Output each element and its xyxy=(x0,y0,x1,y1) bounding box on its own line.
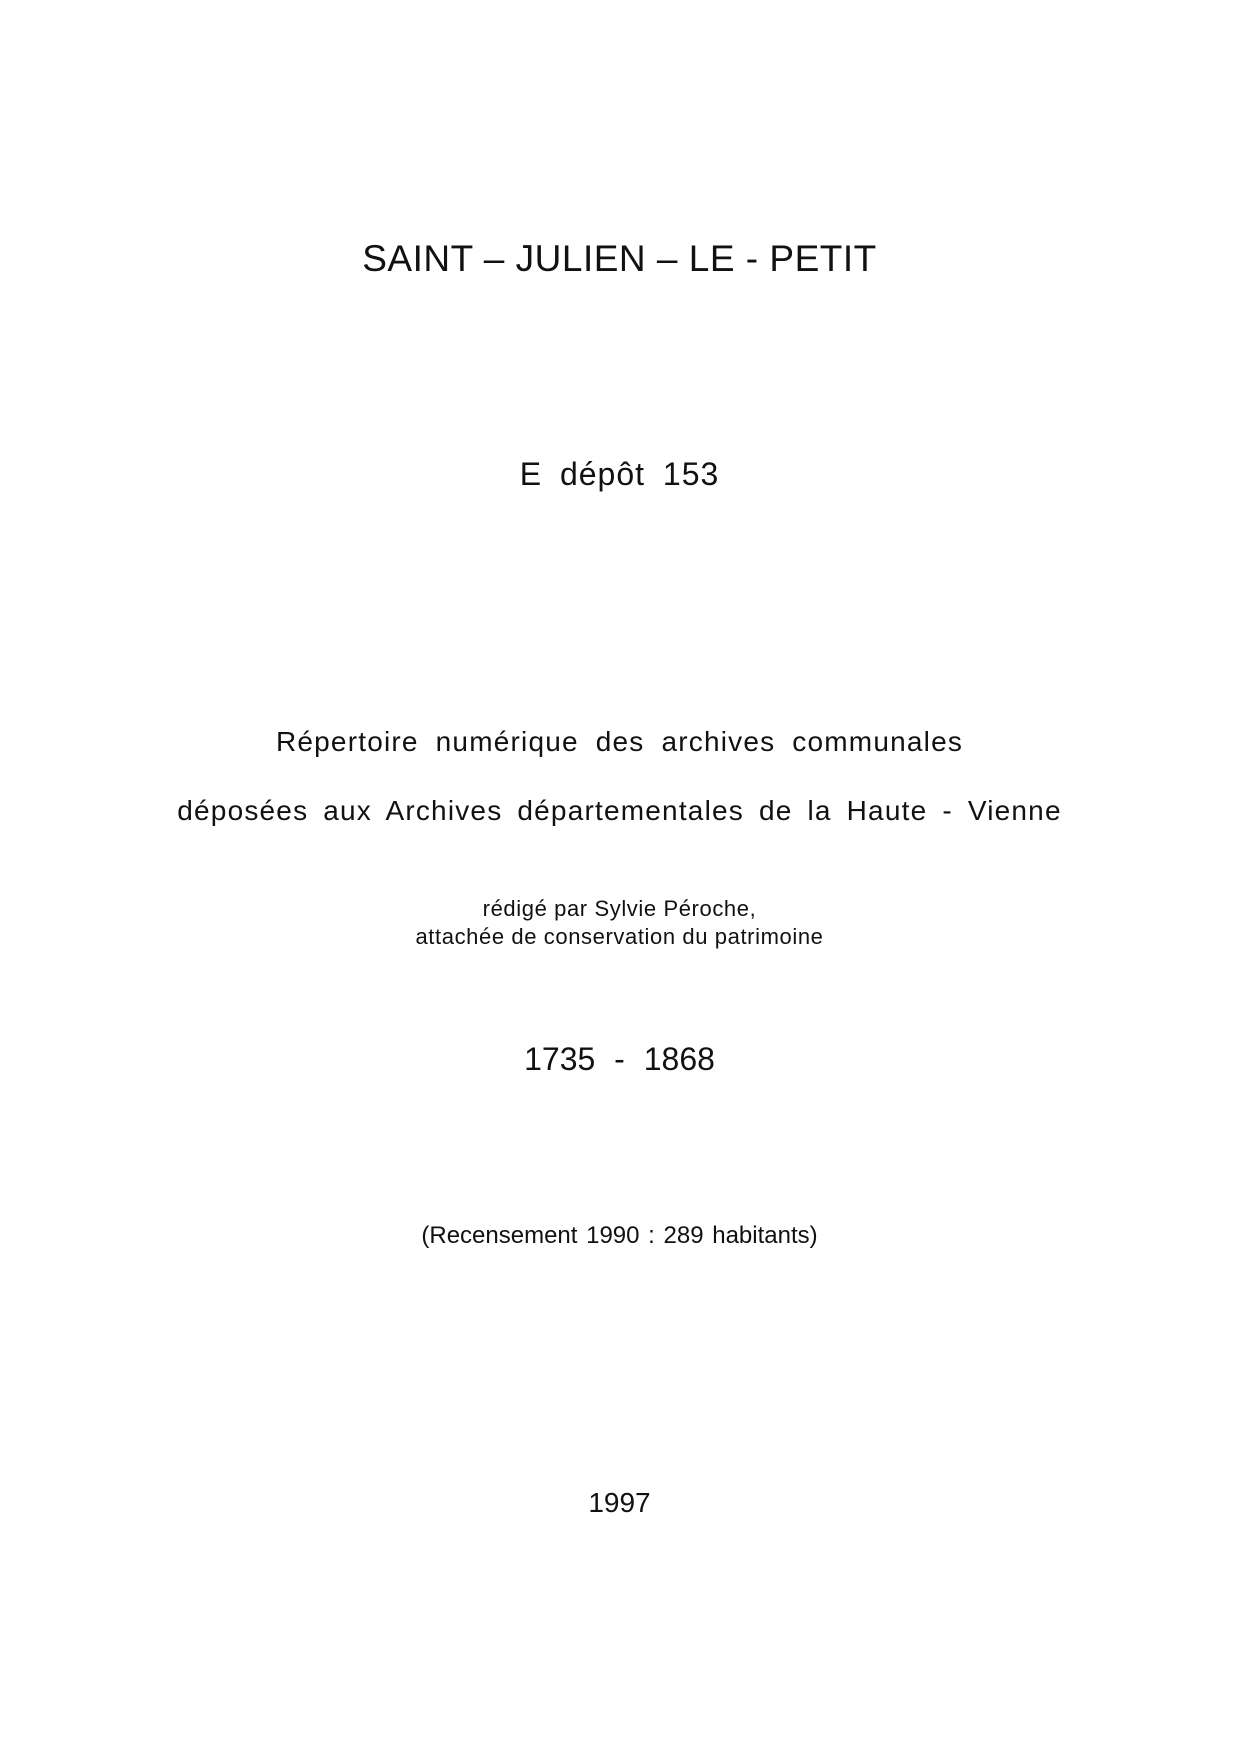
document-title: SAINT – JULIEN – LE - PETIT xyxy=(362,238,877,279)
deposit-reference: E dépôt 153 xyxy=(519,456,720,492)
date-range: 1735 - 1868 xyxy=(524,1041,715,1077)
census-note: (Recensement 1990 : 289 habitants) xyxy=(421,1222,818,1249)
author-line-1: rédigé par Sylvie Péroche, xyxy=(482,896,757,921)
author-line-2: attachée de conservation du patrimoine xyxy=(415,924,824,949)
subtitle-line-2: déposées aux Archives départementales de la Haute - Vienne xyxy=(177,795,1062,826)
subtitle-line-1: Répertoire numérique des archives communales xyxy=(275,726,964,757)
publication-year: 1997 xyxy=(588,1487,651,1518)
